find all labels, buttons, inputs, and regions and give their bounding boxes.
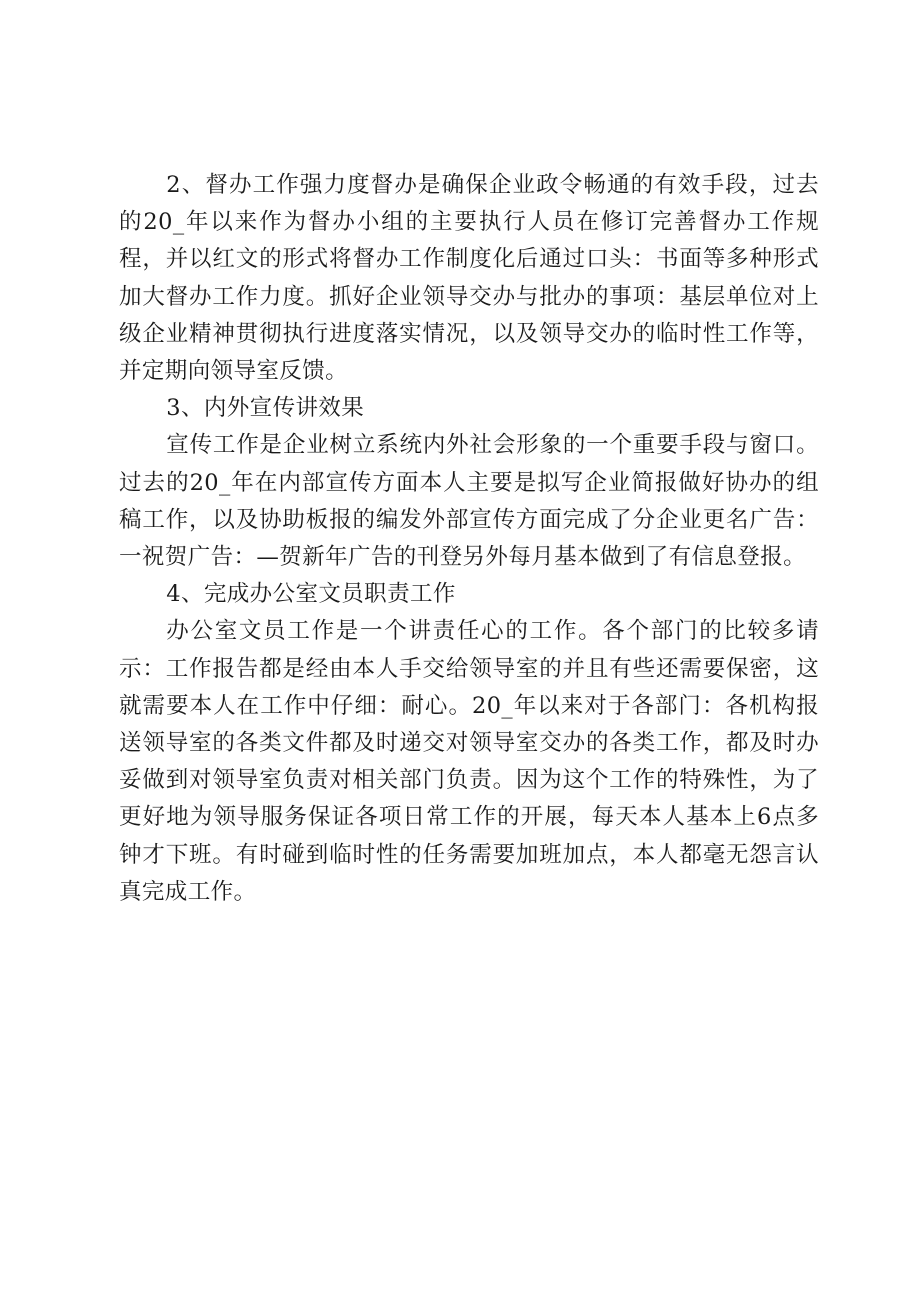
section3-heading: 3、内外宣传讲效果: [166, 395, 365, 422]
section2-paragraph: 2、督办工作强力度督办是确保企业政令畅通的有效手段，过去的20_年以来作为督办小组的主要执行人员在修订完善督办工作规程，并以红文的形式将督办工作制度化后通过口头：书面等多种形式加大督办工作力度。抓好企业领导交办与批办的事项：基层单位对上级企业精神贯彻执行进度落实情况，以及领导交办的临时性工作等，并定期向领导室反馈。: [119, 172, 819, 385]
section3-paragraph: 宣传工作是企业树立系统内外社会形象的一个重要手段与窗口。过去的20_年在内部宣传方面本人主要是拟写企业简报做好协办的组稿工作，以及协助板报的编发外部宣传方面完成了分企业更名广告：一祝贺广告：—贺新年广告的刊登另外每月基本做到了有信息登报。: [119, 432, 819, 571]
document-body: [119, 167, 819, 911]
section4-paragraph: 办公室文员工作是一个讲责任心的工作。各个部门的比较多请示：工作报告都是经由本人手交给领导室的并且有些还需要保密，这就需要本人在工作中仔细：耐心。20_年以来对于各部门：各机构报送领导室的各类文件都及时递交对领导室交办的各类工作，都及时办妥做到对领导室负责对相关部门负责。因为这个工作的特殊性，为了更好地为领导服务保证各项日常工作的开展，每天本人基本上6点多钟才下班。有时碰到临时性的任务需要加班加点，本人都毫无怨言认真完成工作。: [119, 618, 819, 905]
section4-heading: 4、完成办公室文员职责工作: [166, 581, 456, 608]
